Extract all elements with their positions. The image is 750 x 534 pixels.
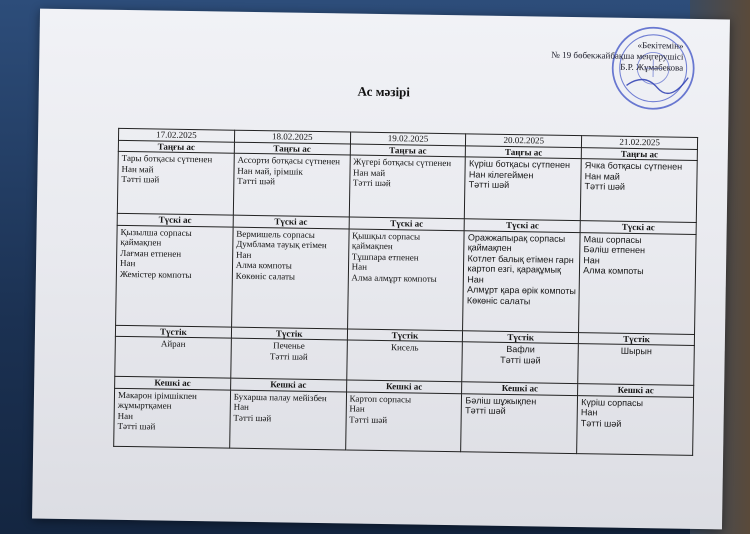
menu-cell (463, 230, 580, 332)
date-cell: 18.02.2025 (234, 130, 350, 143)
dish-line: Тәтті шәй (580, 417, 622, 429)
dish-line: Нан (467, 273, 484, 285)
meal-label: Түскі ас (465, 219, 581, 232)
dish-line: Ассорти ботқасы сүтпенен (237, 154, 341, 167)
breakfast-row (117, 151, 697, 222)
dish-line: Печенье (273, 340, 305, 351)
dish-line: Нан кілегеймен (468, 168, 534, 180)
menu-table (113, 128, 698, 456)
dish-line: Думблама тауық етімен (236, 238, 327, 251)
dish-line: Шырын (620, 345, 652, 357)
dish-line: Ячка ботқасы сүтпенен (584, 160, 683, 172)
dish-line: Қышқыл сорпасы қаймақпен (351, 230, 421, 252)
menu-cell (349, 155, 466, 219)
dish-line: Бухарша палау мейізбен (233, 391, 327, 403)
dish-line: Көкөніс салаты (466, 294, 531, 306)
menu-cell (579, 232, 696, 334)
date-cell: 21.02.2025 (582, 136, 698, 149)
menu-cell (345, 391, 462, 451)
dinner-row (114, 388, 694, 455)
meal-label: Түскі ас (117, 213, 233, 226)
dish-line: Кисель (390, 342, 419, 353)
meal-label: Таңғы ас (350, 143, 466, 156)
menu-cell (578, 344, 694, 386)
dish-line: Нан май (121, 163, 154, 174)
meal-label: Таңғы ас (118, 140, 234, 153)
dish-line: Көкөніс салаты (235, 270, 296, 282)
dish-line: Нан май, ірімшік (237, 165, 303, 177)
approval-line-2: № 19 бөбекжайбақша меңгерушісі (551, 49, 684, 62)
dish-line: Күріш сорпасы (581, 396, 644, 408)
dish-line: Тәтті шәй (584, 181, 626, 192)
dish-line: Жемістер компоты (119, 268, 192, 280)
dish-line: Макарон ірімшікпен жұмыртқамен (117, 389, 197, 411)
dish-line: Алма компоты (235, 259, 292, 271)
meal-label: Таңғы ас (581, 147, 697, 160)
dish-line: Қызылша сорпасы қаймақпен (120, 226, 192, 248)
dish-line: Вермишель сорпасы (236, 228, 315, 240)
menu-cell (116, 225, 233, 327)
meal-label: Таңғы ас (466, 145, 582, 158)
menu-cell (233, 153, 350, 217)
lunch-row (116, 225, 696, 334)
dish-line: Котлет балық етімен гарн картоп езгі, қарақұмық (467, 252, 574, 275)
dish-line: Алма алмұрт компоты (351, 272, 437, 284)
menu-cell (231, 338, 347, 380)
dish-line: Бәліш етпенен (583, 244, 646, 256)
meal-label: Түстік (463, 330, 579, 343)
menu-cell (229, 390, 346, 450)
menu-cell (347, 228, 464, 330)
dish-line: Нан (117, 410, 134, 421)
dish-line: Нан (580, 407, 598, 418)
dish-line: Жүгері ботқасы сүтпенен (353, 156, 452, 169)
dish-line: Нан (119, 257, 136, 269)
dish-line: Оражжапырақ сорпасы қаймақпен (467, 231, 566, 254)
menu-cell (465, 157, 582, 221)
date-cell: 19.02.2025 (350, 132, 466, 145)
dish-line: Күріш ботқасы сүтпенен (468, 158, 571, 170)
approval-line-3: Б.Р. Жұмабекова (620, 61, 684, 73)
dish-line: Тәтті шәй (465, 405, 506, 416)
meal-label: Түскі ас (349, 217, 465, 230)
dish-line: Тәтті шәй (117, 420, 156, 432)
meal-label: Түстік (115, 325, 231, 338)
dish-line: Тәтті шәй (237, 175, 276, 187)
meal-label: Түстік (579, 332, 695, 345)
date-cell: 20.02.2025 (466, 134, 582, 147)
dish-line: Тары ботқасы сүтпенен (121, 152, 213, 165)
meal-label: Түстік (347, 328, 463, 341)
meal-label: Кешкі ас (462, 382, 578, 395)
dish-line: Нан май (353, 167, 386, 178)
dish-line: Нан (235, 249, 252, 260)
dish-line: Алма компоты (583, 265, 644, 277)
menu-cell (577, 395, 694, 455)
dish-line: Вафли (506, 343, 535, 355)
dish-line: Маш сорпасы (583, 233, 642, 245)
menu-cell (115, 336, 231, 378)
dish-line: Тәтті шәй (121, 173, 160, 185)
meal-label: Таңғы ас (234, 142, 350, 155)
meal-label: Кешкі ас (346, 380, 462, 393)
dish-line: Алмұрт қара өрік компоты (467, 284, 576, 297)
menu-cell (231, 227, 348, 329)
approval-header (551, 39, 684, 74)
dish-line: Тәтті шәй (500, 354, 541, 366)
menu-cell (346, 340, 462, 382)
approval-line-1: «Бекітемін» (637, 40, 684, 51)
meal-label: Кешкі ас (578, 384, 694, 397)
dish-line: Картоп сорпасы (349, 393, 412, 404)
menu-cell (117, 151, 234, 215)
date-cell: 17.02.2025 (118, 128, 234, 141)
meal-label: Кешкі ас (115, 376, 231, 389)
dish-line: Нан (233, 401, 250, 412)
menu-sheet (32, 9, 730, 530)
dish-line: Тәтті шәй (349, 414, 388, 425)
dish-line: Тәтті шәй (233, 412, 272, 423)
dish-line: Нан (583, 254, 600, 265)
menu-cell (580, 159, 697, 223)
meal-label: Түскі ас (233, 215, 349, 228)
dish-line: Тәтті шәй (468, 179, 510, 191)
dish-line: Тұшпара етпенен (351, 251, 419, 263)
dish-line: Айран (160, 338, 186, 349)
meal-label: Кешкі ас (230, 378, 346, 391)
meal-label: Түстік (231, 327, 347, 340)
dish-line: Лағман етпенен (120, 247, 182, 259)
menu-cell (461, 393, 578, 453)
dish-line: Нан (351, 261, 368, 272)
dish-line: Бәліш шұжықпен (465, 394, 537, 406)
meal-label: Түскі ас (580, 221, 696, 234)
dish-line: Тәтті шәй (269, 350, 308, 362)
dish-line: Тәтті шәй (352, 177, 391, 189)
page-title: Ас мәзірі (357, 83, 411, 100)
menu-cell (462, 342, 578, 384)
dish-line: Нан (349, 403, 365, 414)
menu-cell (114, 388, 231, 448)
dish-line: Нан май (584, 170, 620, 182)
